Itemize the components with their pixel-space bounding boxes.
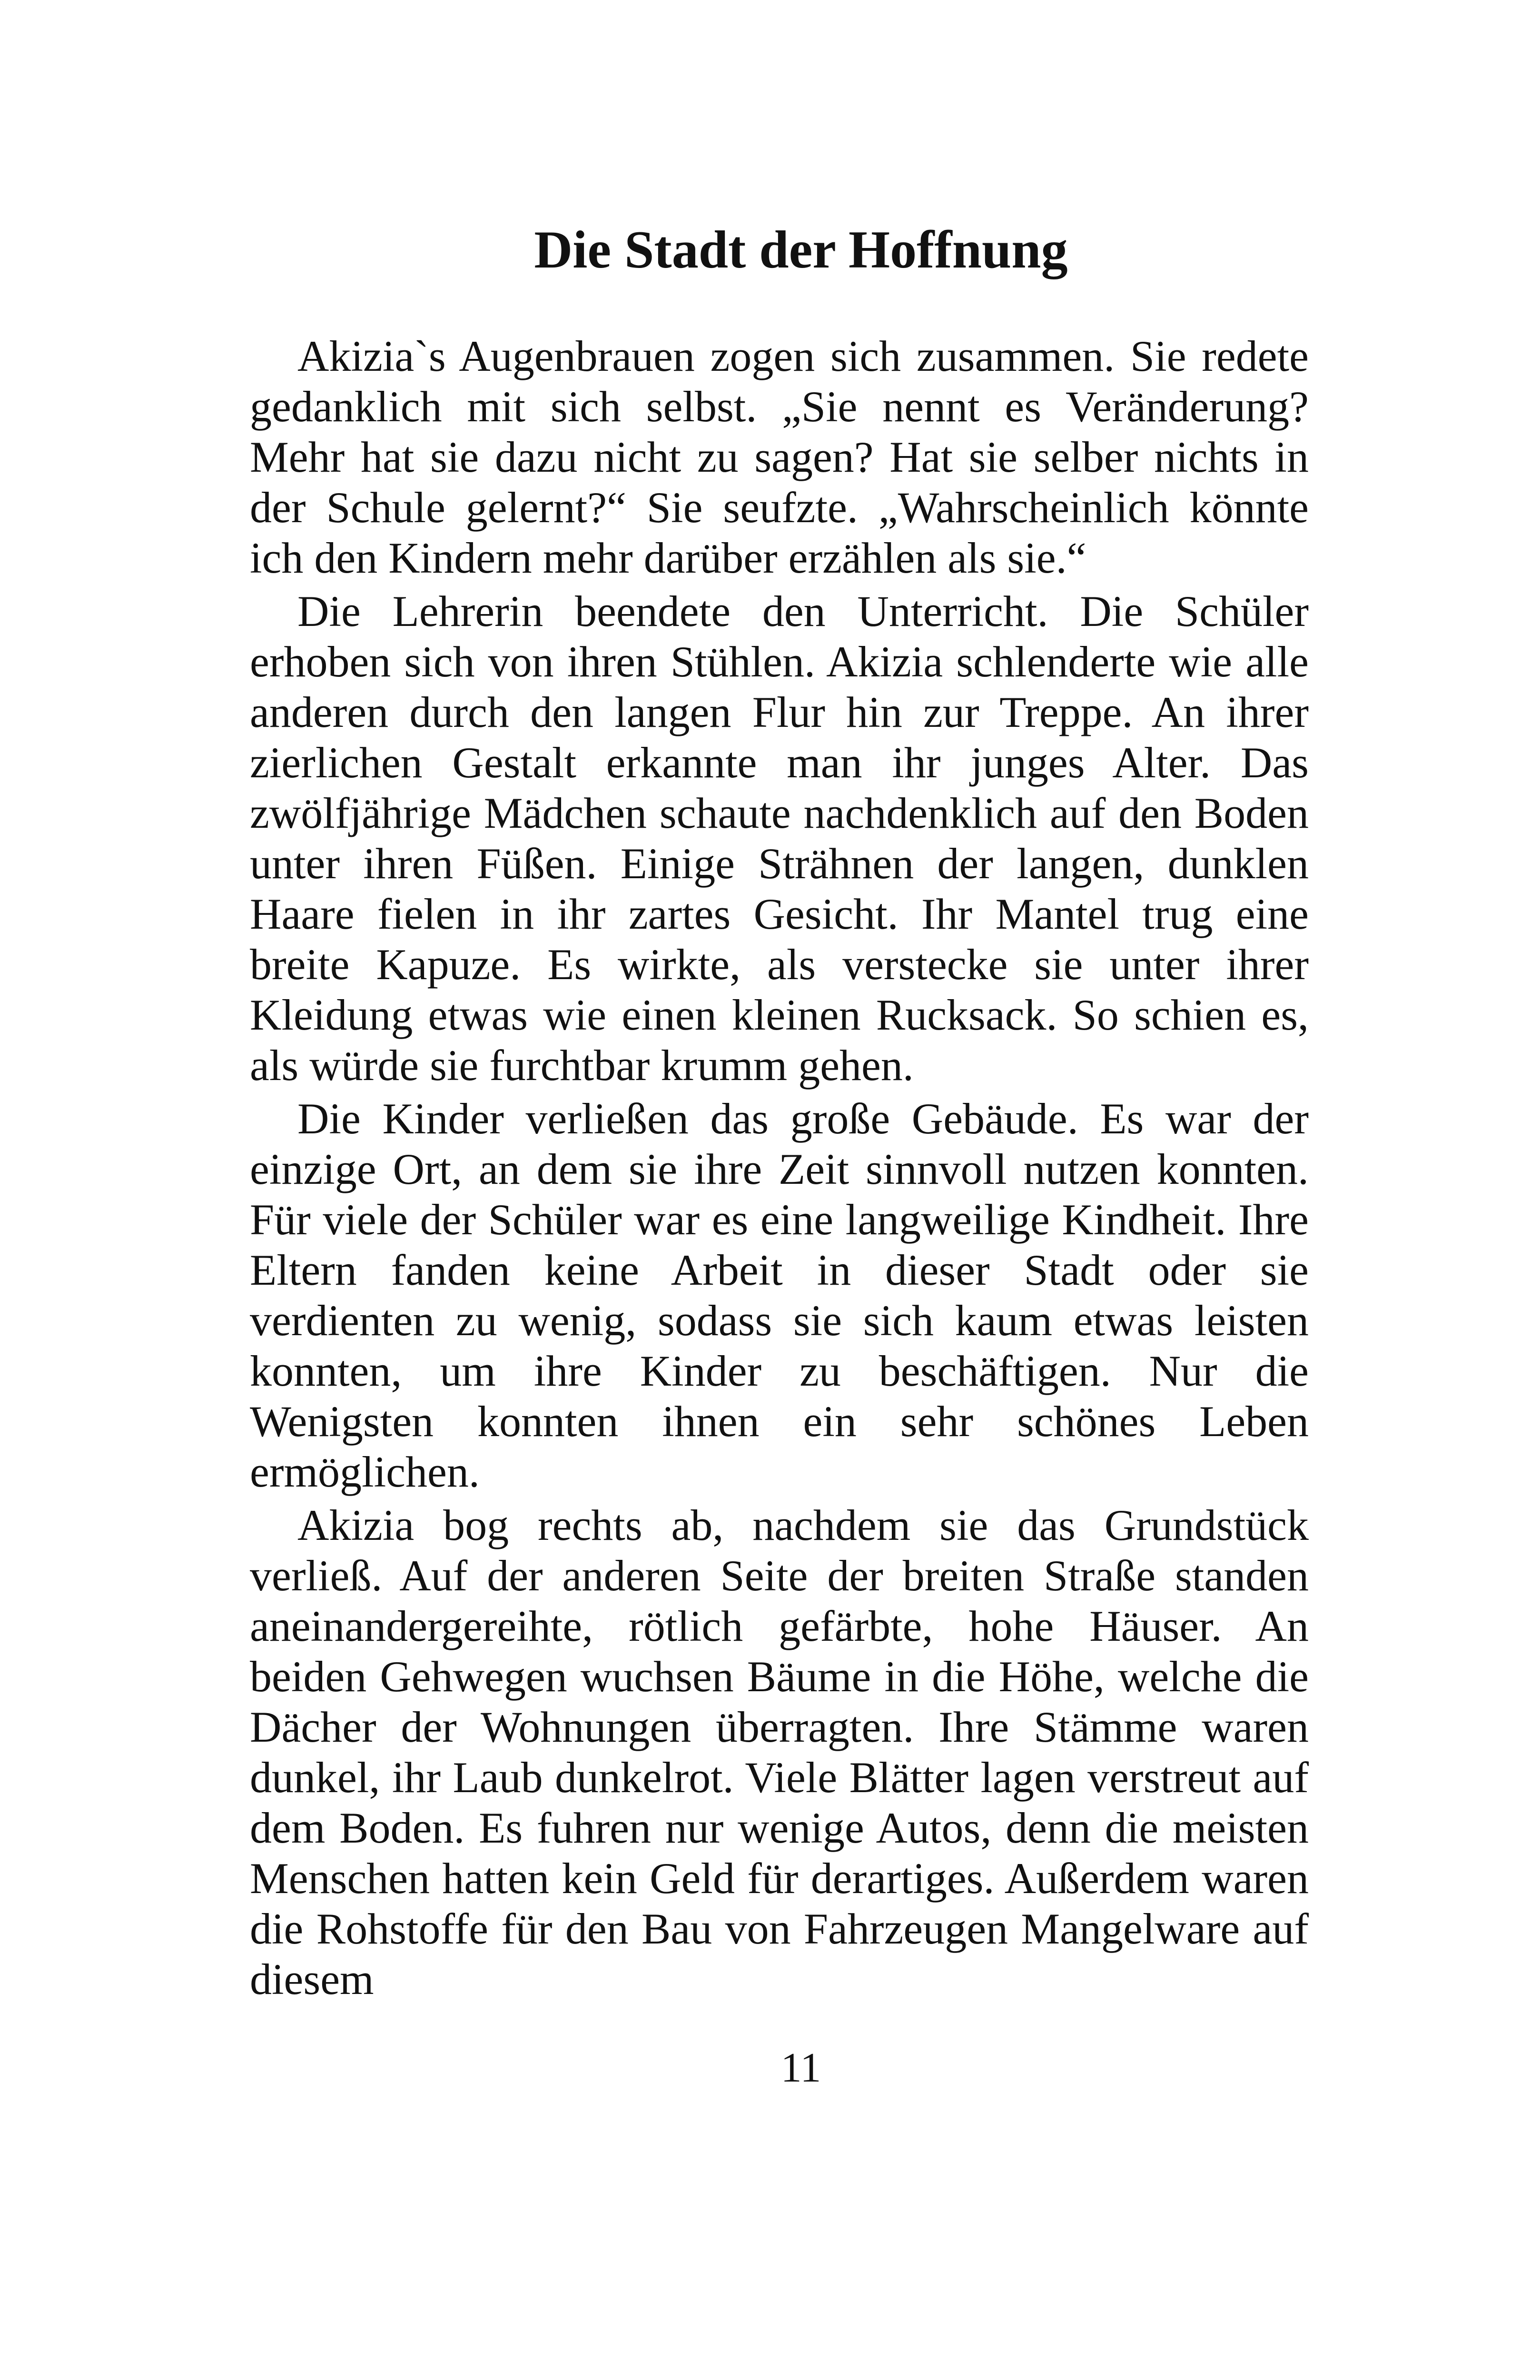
paragraph: Akizia`s Augenbrauen zogen sich zusammen. Sie redete gedanklich mit sich selbst. „Sie nennt es Veränderung? Mehr hat sie dazu nicht zu sagen? Hat sie selber nichts in der Schule gelernt?“ Sie seufzte. „Wahrscheinlich könnte ich den Kindern mehr darüber erzählen als sie.“ xyxy=(250,332,1309,582)
page-number: 11 xyxy=(780,2045,821,2091)
paragraph: Akizia bog rechts ab, nachdem sie das Grundstück verließ. Auf der anderen Seite der breiten Straße standen aneinandergereihte, rötlich gefärbte, hohe Häuser. An beiden Gehwegen wuchsen Bäume in die Höhe, welche die Dächer der Wohnungen überragten. Ihre Stämme waren dunkel, ihr Laub dunkelrot. Viele Blätter lagen verstreut auf dem Boden. Es fuhren nur wenige Autos, denn die meisten Menschen hatten kein Geld für derartiges. Außerdem waren die Rohstoffe für den Bau von Fahrzeugen Mangelware auf diesem xyxy=(250,1501,1309,2003)
paragraph: Die Lehrerin beendete den Unterricht. Die Schüler erhoben sich von ihren Stühlen. Akizia schlenderte wie alle anderen durch den langen Flur hin zur Treppe. An ihrer zierlichen Gestalt erkannte man ihr junges Alter. Das zwölfjährige Mädchen schaute nachdenklich auf den Boden unter ihren Füßen. Einige Strähnen der langen, dunklen Haare fielen in ihr zartes Gesicht. Ihr Mantel trug eine breite Kapuze. Es wirkte, als verstecke sie unter ihrer Kleidung etwas wie einen kleinen Rucksack. So schien es, als würde sie furchtbar krumm gehen. xyxy=(250,587,1309,1090)
chapter-title: Die Stadt der Hoffnung xyxy=(534,220,1068,279)
body-text xyxy=(250,331,1309,2004)
paragraph: Die Kinder verließen das große Gebäude. Es war der einzige Ort, an dem sie ihre Zeit sinnvoll nutzen konnten. Für viele der Schüler war es eine langweilige Kindheit. Ihre Eltern fanden keine Arbeit in dieser Stadt oder sie verdienten zu wenig, sodass sie sich kaum etwas leisten konnten, um ihre Kinder zu beschäftigen. Nur die Wenigsten konnten ihnen ein sehr schönes Leben ermöglichen. xyxy=(250,1094,1309,1496)
